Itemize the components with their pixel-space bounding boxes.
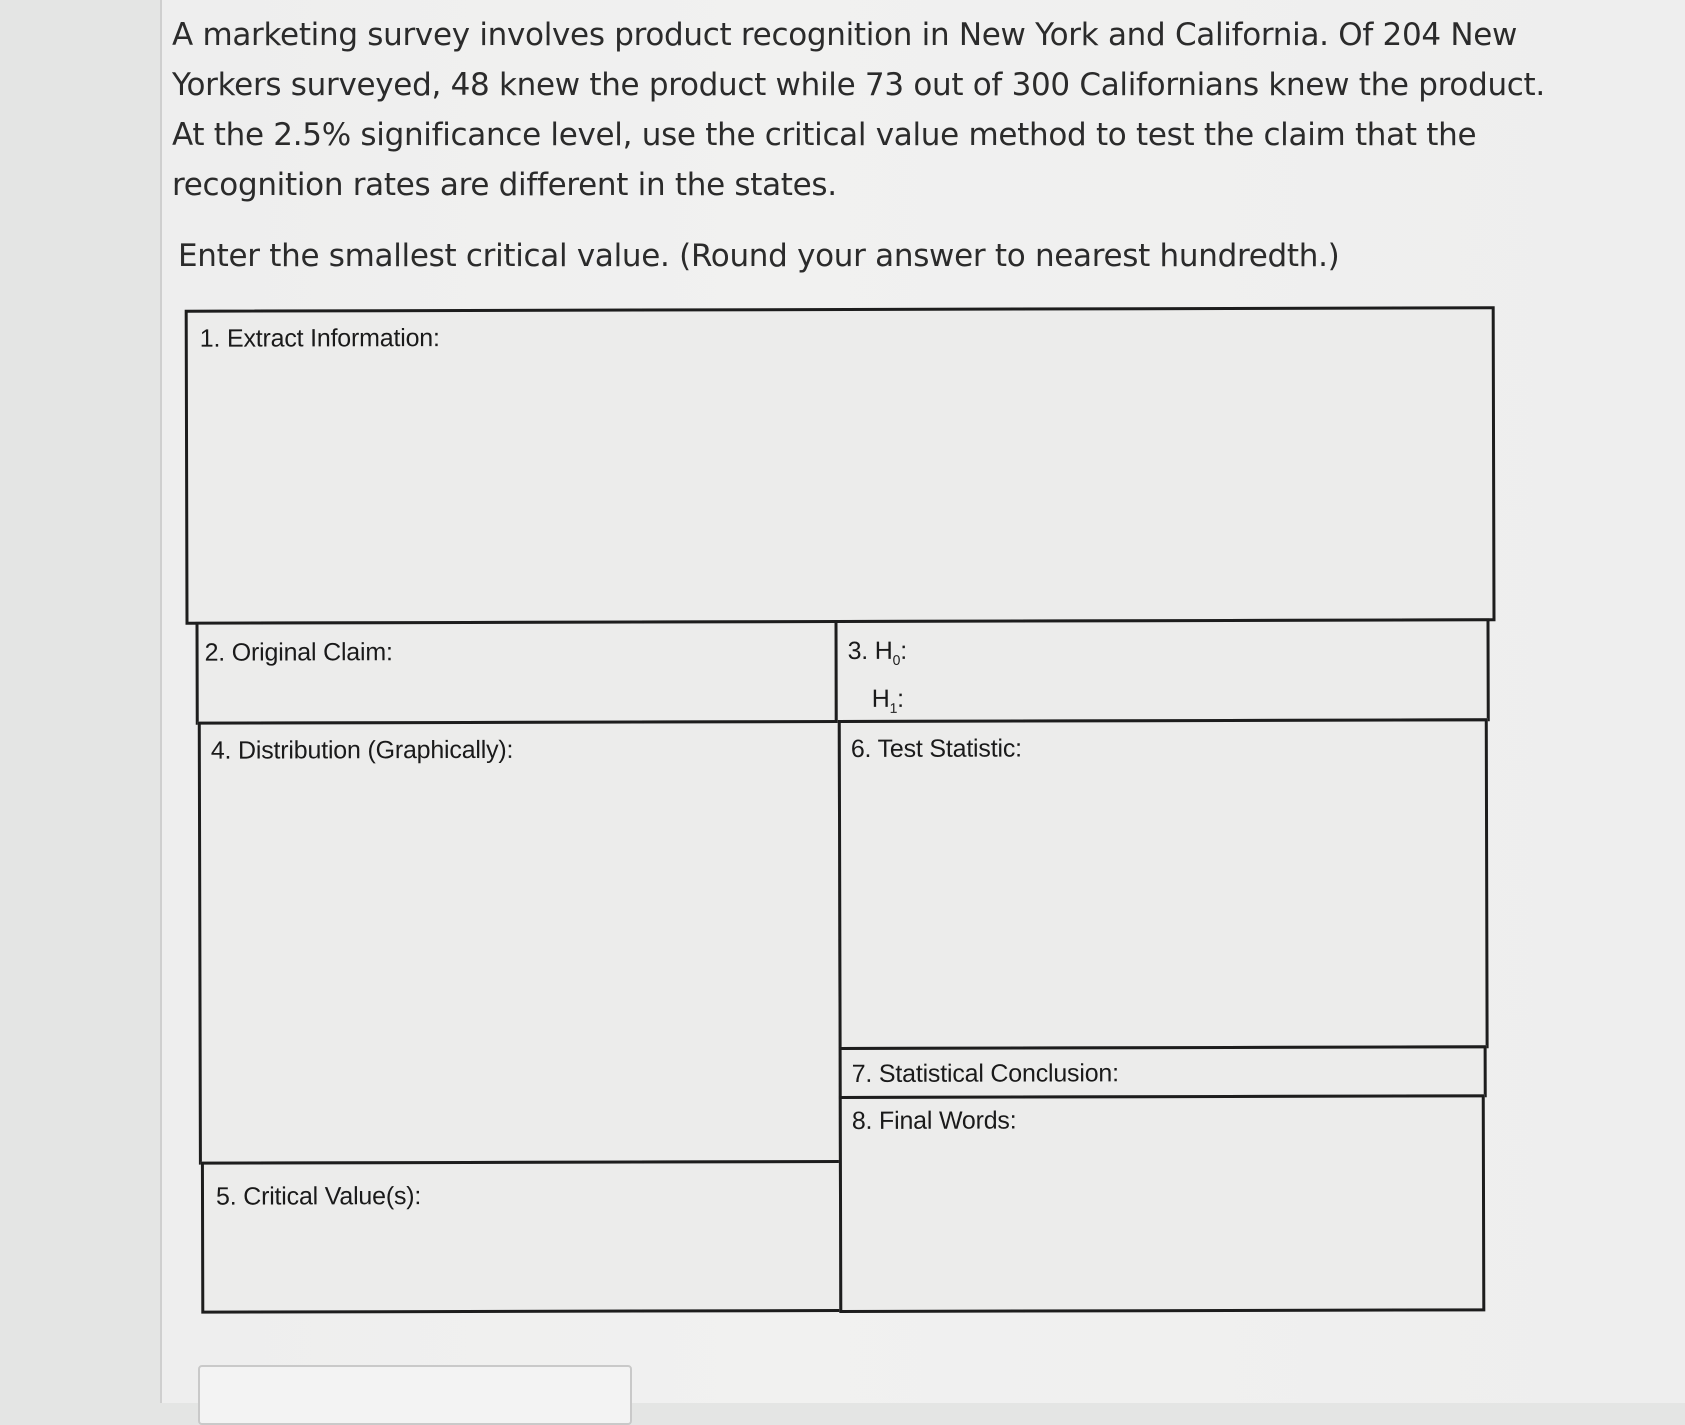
- test-statistic-label: 6. Test Statistic:: [850, 734, 1022, 763]
- distribution-box: [198, 720, 842, 1165]
- alternative-hypothesis-label: $H_1$:: [871, 684, 904, 716]
- hypothesis-test-worksheet: [185, 306, 1498, 1319]
- test-statistic-box: [838, 718, 1489, 1050]
- null-hypothesis-label: 3. $H_0$:: [847, 636, 908, 668]
- final-words-box: [839, 1094, 1486, 1313]
- extract-information-label: 1. Extract Information:: [199, 324, 440, 353]
- distribution-label: 4. Distribution (Graphically):: [210, 735, 514, 765]
- hypotheses-box: [834, 618, 1489, 723]
- extract-information-box: [185, 306, 1496, 624]
- statistical-conclusion-label: 7. Statistical Conclusion:: [851, 1059, 1119, 1088]
- final-words-label: 8. Final Words:: [851, 1106, 1017, 1135]
- statistical-conclusion-box: [839, 1045, 1487, 1099]
- original-claim-label: 2. Original Claim:: [204, 638, 393, 667]
- critical-values-label: 5. Critical Value(s):: [215, 1182, 422, 1211]
- answer-input[interactable]: [198, 1365, 632, 1425]
- critical-values-box: [201, 1160, 842, 1314]
- question-text: A marketing survey involves product recognition in New York and California. Of 204 New Yorkers surveyed, 48 knew the product while 73 out of 300 Californians knew the product. At the 2.5% significance level, use the critical value method to test the claim that the recognition rates are different in the states.: [172, 17, 1545, 203]
- instruction-text: Enter the smallest critical value. (Round your answer to nearest hundredth.): [178, 238, 1340, 274]
- original-claim-box: [195, 620, 837, 725]
